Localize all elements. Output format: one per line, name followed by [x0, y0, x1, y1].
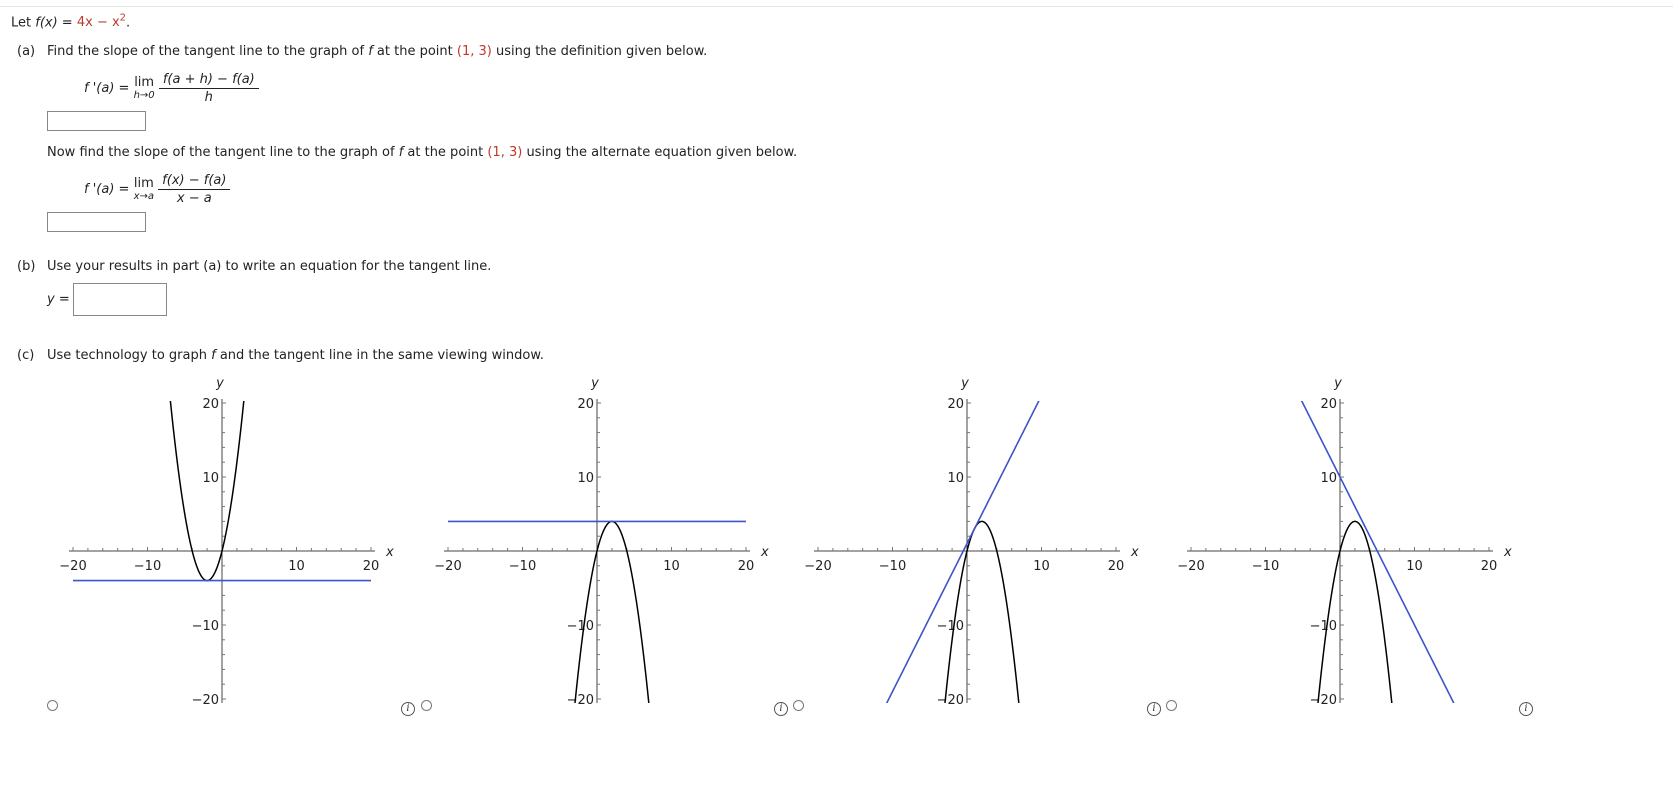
slope-alternate-answer-box	[47, 212, 146, 232]
part-a-f: f	[368, 44, 373, 59]
x-tick-label: −10	[1251, 559, 1280, 574]
x-tick-label: 10	[1033, 559, 1050, 574]
y-tick-label: 20	[1320, 397, 1337, 412]
now-text-1: Now find the slope of the tangent line to the graph of	[47, 145, 399, 160]
formula1-fraction	[159, 72, 259, 105]
x-axis-label: x	[386, 545, 394, 560]
info-icon[interactable]: i	[774, 702, 788, 716]
equals-sign: =	[57, 15, 77, 31]
y-tick-label: −20	[936, 693, 964, 708]
formula1-lim-sub: h→0	[133, 89, 155, 101]
x-tick-label: 20	[1480, 559, 1498, 574]
formula1-limit	[134, 76, 155, 102]
formula2-numerator: f(x) − f(a)	[158, 173, 230, 190]
y-tick-label: −10	[1309, 619, 1337, 634]
problem-statement	[11, 13, 130, 30]
formula1-lim-text: lim	[134, 74, 155, 90]
part-c-label: (c)	[17, 348, 35, 363]
part-c-prompt	[47, 348, 544, 363]
radio-option-1[interactable]	[47, 700, 58, 711]
graph-option-3	[745, 370, 1145, 715]
part-a-text-2: at the point	[372, 44, 457, 59]
formula1-eq: =	[118, 81, 130, 96]
graph-option-4	[1118, 370, 1518, 715]
formula2-denominator: x − a	[176, 191, 212, 206]
y-tick-label: −20	[566, 693, 594, 708]
x-tick-label: 10	[663, 559, 680, 574]
y-tick-label: −10	[191, 619, 219, 634]
formula1-lhs: f '(a)	[84, 81, 115, 96]
formula2-lim-text: lim	[133, 175, 154, 191]
x-tick-label: 20	[1107, 559, 1125, 574]
formula2-lim-sub: x→a	[133, 190, 155, 202]
y-tick-label: −20	[1309, 693, 1337, 708]
graph-option-1	[0, 370, 400, 715]
tangent-equation-input[interactable]	[74, 284, 166, 315]
y-axis-label: y	[961, 376, 969, 391]
part-b-label: (b)	[17, 259, 36, 274]
y-tick-label: 20	[577, 397, 594, 412]
period: .	[126, 15, 131, 31]
slope-definition-input[interactable]	[48, 112, 145, 130]
y-tick-label: 10	[202, 471, 219, 486]
y-tick-label: 20	[202, 397, 219, 412]
y-tick-label: −20	[191, 693, 219, 708]
x-tick-label: −20	[434, 559, 462, 574]
y-equals-label: y =	[47, 292, 70, 307]
y-tick-label: 20	[947, 397, 964, 412]
x-tick-label: 20	[737, 559, 755, 574]
function-name: f(x)	[35, 15, 58, 31]
formula2-lhs: f '(a)	[84, 182, 115, 197]
y-axis-label: y	[1334, 376, 1342, 391]
slope-alternate-input[interactable]	[48, 213, 145, 231]
y-tick-label: 10	[1320, 471, 1337, 486]
y-tick-label: 10	[577, 471, 594, 486]
definition-formula	[84, 72, 259, 105]
y-tick-label: −10	[936, 619, 964, 634]
slope-definition-answer-box	[47, 111, 146, 131]
x-tick-label: 10	[288, 559, 305, 574]
part-a-text-1: Find the slope of the tangent line to the graph of	[47, 44, 369, 59]
x-tick-label: −10	[133, 559, 162, 574]
x-tick-label: 10	[1406, 559, 1423, 574]
now-text-2: at the point	[403, 145, 488, 160]
x-tick-label: −10	[878, 559, 907, 574]
formula1-numerator: f(a + h) − f(a)	[159, 72, 259, 89]
tangent-equation-answer-box	[73, 283, 167, 316]
part-a-prompt	[47, 44, 707, 59]
y-tick-label: 10	[947, 471, 964, 486]
part-a-alternate-prompt	[47, 145, 797, 160]
formula2-eq: =	[118, 182, 130, 197]
part-a-text-3: using the definition given below.	[491, 44, 708, 59]
info-icon[interactable]: i	[1519, 702, 1533, 716]
part-b-prompt: Use your results in part (a) to write an equation for the tangent line.	[47, 259, 492, 274]
part-c-text-2: and the tangent line in the same viewing window.	[215, 348, 544, 363]
part-c-text-1: Use technology to graph	[47, 348, 212, 363]
x-tick-label: −20	[59, 559, 87, 574]
x-tick-label: −20	[804, 559, 832, 574]
info-icon[interactable]: i	[401, 702, 415, 716]
formula1-denominator: h	[204, 90, 213, 105]
now-point: (1, 3)	[487, 145, 523, 160]
function-expression	[77, 15, 126, 30]
part-a-label: (a)	[17, 44, 36, 59]
top-divider	[0, 6, 1673, 7]
x-tick-label: −10	[508, 559, 537, 574]
x-axis-label: x	[1504, 545, 1512, 560]
radio-option-4[interactable]	[1166, 700, 1177, 711]
radio-option-2[interactable]	[421, 700, 432, 711]
part-a-point: (1, 3)	[456, 44, 492, 59]
now-f: f	[398, 145, 404, 160]
y-axis-label: y	[591, 376, 599, 391]
let-prefix: Let	[11, 15, 36, 31]
x-tick-label: 20	[362, 559, 380, 574]
x-tick-label: −20	[1177, 559, 1205, 574]
formula2-limit	[134, 177, 154, 203]
y-tick-label: −10	[566, 619, 594, 634]
function-exponent: 2	[119, 13, 127, 24]
graph-option-2	[375, 370, 775, 715]
alternate-formula	[84, 173, 230, 206]
formula2-fraction	[158, 173, 230, 206]
radio-option-3[interactable]	[793, 700, 804, 711]
part-c-f: f	[211, 348, 216, 363]
y-axis-label: y	[216, 376, 224, 391]
info-icon[interactable]: i	[1147, 702, 1161, 716]
now-text-3: using the alternate equation given below.	[522, 145, 798, 160]
x-axis-label: x	[1131, 545, 1139, 560]
x-axis-label: x	[761, 545, 769, 560]
function-expr-text: 4x − x	[76, 15, 120, 31]
